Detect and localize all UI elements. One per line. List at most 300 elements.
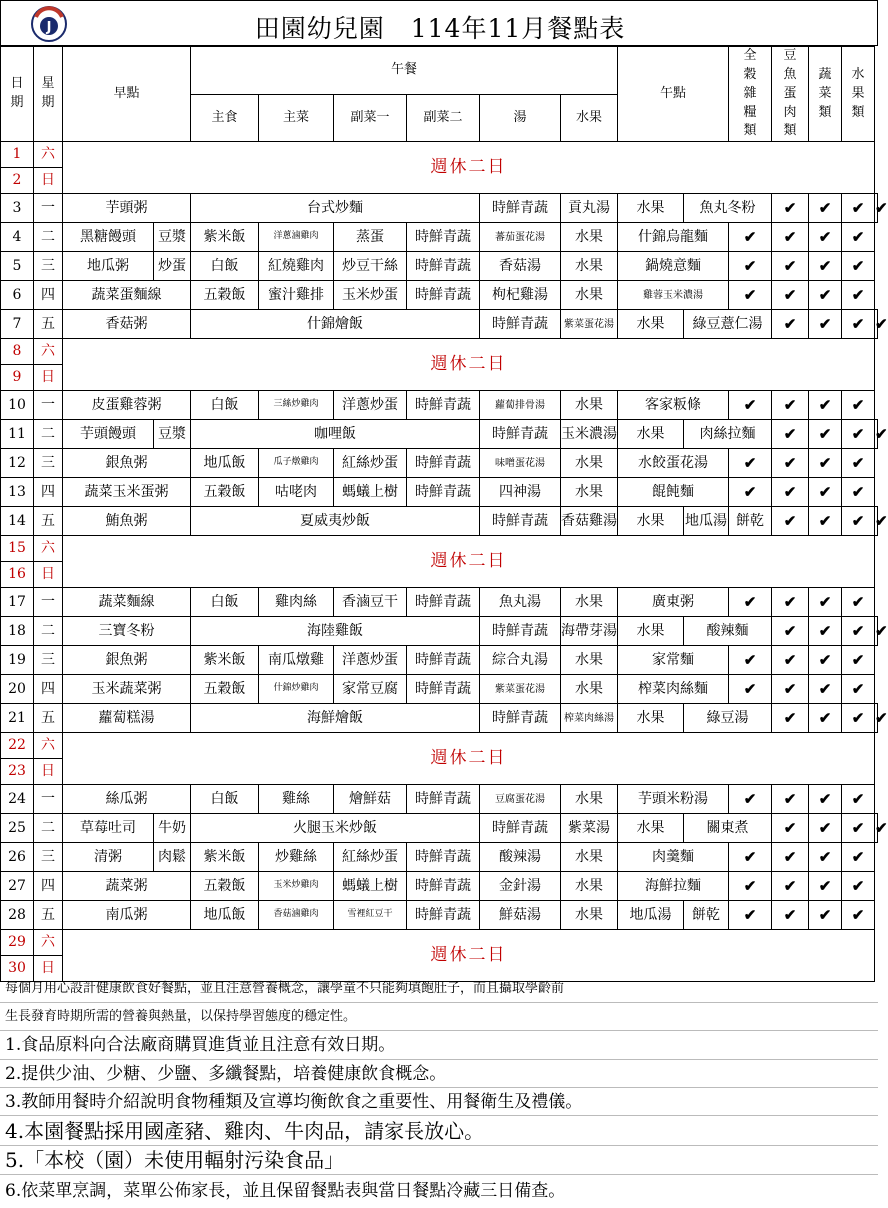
lunch-combined-cell: 海鮮燴飯 [191,704,480,733]
date-cell: 9 [1,365,34,391]
header-date: 日 期 [1,47,34,142]
weekday-cell: 二 [34,420,63,449]
side-dish-2-cell: 時鮮青蔬 [480,420,561,449]
weekday-cell: 四 [34,478,63,507]
main-dish-cell: 紅燒雞肉 [259,252,334,281]
date-cell: 19 [1,646,34,675]
breakfast-cell: 絲瓜粥 [63,785,191,814]
snack-cell: 餛飩麵 [618,478,729,507]
main-dish-cell: 雞肉絲 [259,588,334,617]
side-dish-1-cell: 雪裡紅豆干 [334,901,407,930]
header-side-dish-1: 副菜一 [334,94,407,142]
side-dish-1-cell: 香滷豆干 [334,588,407,617]
side-dish-2-cell: 時鮮青蔬 [407,449,480,478]
main-dish-cell: 咕咾肉 [259,478,334,507]
staple-cell: 五穀飯 [191,478,259,507]
check-mark: ✔ [842,194,875,223]
date-cell: 29 [1,930,34,956]
check-mark: ✔ [772,646,809,675]
weekday-cell: 一 [34,194,63,223]
fruit-cell: 水果 [618,704,684,733]
table-row [1,617,878,646]
header-breakfast: 早點 [63,47,191,142]
soup-cell: 榨菜肉絲湯 [561,704,618,733]
breakfast-cell: 銀魚粥 [63,646,191,675]
fruit-cell: 水果 [561,872,618,901]
date-cell: 27 [1,872,34,901]
staple-cell: 紫米飯 [191,646,259,675]
note-4: 4.本園餐點採用國產豬、雞肉、牛肉品，請家長放心。 [0,1116,878,1146]
weekday-cell: 一 [34,588,63,617]
breakfast-drink-cell: 豆漿 [154,420,191,449]
breakfast-cell: 鮪魚粥 [63,507,191,536]
fruit-cell: 水果 [561,588,618,617]
check-mark: ✔ [772,420,809,449]
check-mark: ✔ [842,391,875,420]
breakfast-drink-cell: 炒蛋 [154,252,191,281]
check-mark: ✔ [809,675,842,704]
weekend-row [1,733,878,759]
breakfast-cell: 皮蛋雞蓉粥 [63,391,191,420]
soup-cell: 味噌蛋花湯 [480,449,561,478]
side-dish-2-cell: 時鮮青蔬 [407,252,480,281]
weekday-cell: 四 [34,675,63,704]
weekday-cell: 二 [34,617,63,646]
check-mark: ✔ [809,449,842,478]
check-mark: ✔ [772,901,809,930]
date-cell: 16 [1,562,34,588]
check-mark: ✔ [809,223,842,252]
fruit-cell: 水果 [561,391,618,420]
date-cell: 24 [1,785,34,814]
check-mark: ✔ [772,814,809,843]
note-intro-1: 每個月用心設計健康飲食好餐點，並且注意營養概念，讓學童不只能夠填飽肚子，而且攝取學齡前 [0,974,878,1003]
meal-table-body [1,142,888,982]
side-dish-2-cell: 時鮮青蔬 [407,281,480,310]
weekday-cell: 日 [34,759,63,785]
table-row [1,843,878,872]
main-dish-cell: 什錦炒雞肉 [259,675,334,704]
weekday-cell: 三 [34,449,63,478]
check-mark: ✔ [842,420,875,449]
breakfast-cell: 玉米蔬菜粥 [63,675,191,704]
side-dish-2-cell: 時鮮青蔬 [480,814,561,843]
staple-cell: 地瓜飯 [191,449,259,478]
soup-cell: 鮮菇湯 [480,901,561,930]
check-mark: ✔ [809,617,842,646]
staple-cell: 白飯 [191,252,259,281]
check-mark: ✔ [729,675,772,704]
check-mark: ✔ [772,588,809,617]
weekday-cell: 六 [34,536,63,562]
fruit-cell: 水果 [618,507,684,536]
check-mark: ✔ [772,675,809,704]
staple-cell: 白飯 [191,391,259,420]
date-cell: 4 [1,223,34,252]
side-dish-1-cell: 螞蟻上樹 [334,478,407,507]
date-cell: 25 [1,814,34,843]
check-mark: ✔ [842,901,875,930]
breakfast-drink-cell: 肉鬆 [154,843,191,872]
breakfast-cell: 芋頭粥 [63,194,191,223]
fruit-cell: 水果 [618,617,684,646]
breakfast-cell: 蔬菜粥 [63,872,191,901]
weekday-cell: 三 [34,843,63,872]
check-mark: ✔ [842,478,875,507]
table-row [1,646,878,675]
weekday-cell: 五 [34,901,63,930]
check-mark: ✔ [809,588,842,617]
check-mark: ✔ [729,872,772,901]
snack-cell: 廣東粥 [618,588,729,617]
side-dish-1-cell: 玉米炒蛋 [334,281,407,310]
weekday-cell: 六 [34,930,63,956]
header-weekday: 星 期 [34,47,63,142]
fruit-cell: 水果 [561,252,618,281]
weekend-label: 週休二日 [63,339,875,391]
staple-cell: 紫米飯 [191,223,259,252]
weekend-label: 週休二日 [63,930,875,982]
side-dish-2-cell: 時鮮青蔬 [407,901,480,930]
table-row [1,310,878,339]
main-dish-cell: 雞絲 [259,785,334,814]
main-dish-cell: 洋蔥滷雞肉 [259,223,334,252]
check-mark: ✔ [842,310,875,339]
lunch-combined-cell: 咖哩飯 [191,420,480,449]
date-cell: 20 [1,675,34,704]
check-mark: ✔ [842,646,875,675]
weekend-label: 週休二日 [63,142,875,194]
table-row [1,507,878,536]
check-mark: ✔ [875,420,878,449]
soup-cell: 酸辣湯 [480,843,561,872]
header-snack: 午點 [618,47,729,142]
side-dish-1-cell: 洋蔥炒蛋 [334,391,407,420]
breakfast-cell: 黑糖饅頭 [63,223,154,252]
soup-cell: 綜合丸湯 [480,646,561,675]
date-cell: 6 [1,281,34,310]
check-mark: ✔ [809,704,842,733]
check-mark: ✔ [772,223,809,252]
check-mark: ✔ [772,704,809,733]
weekday-cell: 一 [34,785,63,814]
breakfast-cell: 芋頭饅頭 [63,420,154,449]
fruit-cell: 水果 [561,646,618,675]
staple-cell: 五穀飯 [191,675,259,704]
date-cell: 13 [1,478,34,507]
table-row [1,420,878,449]
fruit-cell: 水果 [618,420,684,449]
date-cell: 23 [1,759,34,785]
fruit-cell: 水果 [618,194,684,223]
table-row [1,281,878,310]
date-cell: 2 [1,168,34,194]
header-soup: 湯 [480,94,561,142]
check-mark: ✔ [809,814,842,843]
date-cell: 8 [1,339,34,365]
check-mark: ✔ [842,617,875,646]
weekday-cell: 日 [34,956,63,982]
note-2: 2.提供少油、少糖、少鹽、多纖餐點，培養健康飲食概念。 [0,1060,878,1088]
staple-cell: 地瓜飯 [191,901,259,930]
table-row [1,901,878,930]
weekday-cell: 日 [34,365,63,391]
check-mark: ✔ [875,310,878,339]
weekday-cell: 日 [34,562,63,588]
table-row [1,194,878,223]
check-mark: ✔ [842,507,875,536]
check-mark: ✔ [772,785,809,814]
side-dish-1-cell: 燴鮮菇 [334,785,407,814]
side-dish-2-cell: 時鮮青蔬 [407,588,480,617]
side-dish-2-cell: 時鮮青蔬 [407,872,480,901]
side-dish-2-cell: 時鮮青蔬 [407,391,480,420]
soup-cell: 豆腐蛋花湯 [480,785,561,814]
lunch-combined-cell: 什錦燴飯 [191,310,480,339]
check-mark: ✔ [842,223,875,252]
snack-cell: 酸辣麵 [684,617,772,646]
fruit-cell: 水果 [561,843,618,872]
soup-cell: 香菇湯 [480,252,561,281]
weekday-cell: 日 [34,168,63,194]
side-dish-2-cell: 時鮮青蔬 [407,843,480,872]
snack-cell: 綠豆湯 [684,704,772,733]
soup-cell: 蕃茄蛋花湯 [480,223,561,252]
main-dish-cell: 蜜汁雞排 [259,281,334,310]
date-cell: 3 [1,194,34,223]
snack-cell: 家常麵 [618,646,729,675]
fruit-cell: 水果 [561,223,618,252]
check-mark: ✔ [842,785,875,814]
breakfast-cell: 地瓜粥 [63,252,154,281]
weekend-label: 週休二日 [63,733,875,785]
breakfast-cell: 蔬菜蛋麵線 [63,281,191,310]
breakfast-cell: 蔬菜玉米蛋粥 [63,478,191,507]
header-side-dish-2: 副菜二 [407,94,480,142]
breakfast-cell: 蘿蔔糕湯 [63,704,191,733]
weekday-cell: 六 [34,142,63,168]
date-cell: 12 [1,449,34,478]
check-mark: ✔ [729,478,772,507]
check-mark: ✔ [729,785,772,814]
weekday-cell: 四 [34,281,63,310]
side-dish-2-cell: 時鮮青蔬 [480,617,561,646]
header-staple: 主食 [191,94,259,142]
check-mark: ✔ [772,252,809,281]
snack-extra-cell: 餅乾 [729,507,772,536]
check-mark: ✔ [809,478,842,507]
main-dish-cell: 香菇滷雞肉 [259,901,334,930]
check-mark: ✔ [772,449,809,478]
date-cell: 10 [1,391,34,420]
side-dish-2-cell: 時鮮青蔬 [480,507,561,536]
check-mark: ✔ [809,872,842,901]
date-cell: 17 [1,588,34,617]
check-mark: ✔ [842,872,875,901]
date-cell: 30 [1,956,34,982]
meal-table [0,46,888,982]
snack-cell: 關東煮 [684,814,772,843]
soup-cell: 蘿蔔排骨湯 [480,391,561,420]
check-mark: ✔ [772,310,809,339]
weekday-cell: 四 [34,872,63,901]
table-row [1,785,878,814]
soup-cell: 枸杞雞湯 [480,281,561,310]
check-mark: ✔ [729,646,772,675]
soup-cell: 四神湯 [480,478,561,507]
check-mark: ✔ [875,507,878,536]
check-mark: ✔ [729,843,772,872]
note-intro-2: 生長發育時期所需的營養與熱量，以保持學習態度的穩定性。 [0,1003,878,1031]
snack-cell: 魚丸冬粉 [684,194,772,223]
staple-cell: 五穀飯 [191,872,259,901]
soup-cell: 玉米濃湯 [561,420,618,449]
check-mark: ✔ [772,478,809,507]
snack-cell: 地瓜湯 [618,901,684,930]
check-mark: ✔ [729,252,772,281]
soup-cell: 香菇雞湯 [561,507,618,536]
check-mark: ✔ [772,507,809,536]
header-group-protein: 豆 魚 蛋 肉 類 [772,47,809,142]
check-mark: ✔ [809,785,842,814]
snack-cell: 客家粄條 [618,391,729,420]
weekend-row [1,142,878,168]
fruit-cell: 水果 [561,478,618,507]
date-cell: 22 [1,733,34,759]
check-mark: ✔ [875,617,878,646]
staple-cell: 紫米飯 [191,843,259,872]
lunch-combined-cell: 台式炒麵 [191,194,480,223]
weekend-row [1,536,878,562]
note-3: 3.教師用餐時介紹說明食物種類及宣導均衡飲食之重要性、用餐衛生及禮儀。 [0,1088,878,1116]
check-mark: ✔ [772,391,809,420]
breakfast-cell: 草莓吐司 [63,814,154,843]
lunch-combined-cell: 火腿玉米炒飯 [191,814,480,843]
check-mark: ✔ [772,617,809,646]
weekend-label: 週休二日 [63,536,875,588]
weekday-cell: 一 [34,391,63,420]
breakfast-cell: 蔬菜麵線 [63,588,191,617]
check-mark: ✔ [842,252,875,281]
header-group-fruit: 水 果 類 [842,47,875,142]
weekday-cell: 六 [34,339,63,365]
snack-cell: 什錦烏龍麵 [618,223,729,252]
date-cell: 28 [1,901,34,930]
header-group-vegetables: 蔬 菜 類 [809,47,842,142]
check-mark: ✔ [875,194,878,223]
note-1: 1.食品原料向合法廠商購買進貨並且注意有效日期。 [0,1031,878,1060]
side-dish-2-cell: 時鮮青蔬 [480,194,561,223]
soup-cell: 紫菜湯 [561,814,618,843]
snack-cell: 海鮮拉麵 [618,872,729,901]
date-cell: 1 [1,142,34,168]
staple-cell: 白飯 [191,785,259,814]
check-mark: ✔ [809,507,842,536]
note-6: 6.依菜單烹調，菜單公佈家長，並且保留餐點表與當日餐點冷藏三日備查。 [5,1181,566,1201]
weekday-cell: 五 [34,704,63,733]
table-row [1,391,878,420]
date-cell: 11 [1,420,34,449]
side-dish-1-cell: 家常豆腐 [334,675,407,704]
side-dish-1-cell: 蒸蛋 [334,223,407,252]
check-mark: ✔ [809,646,842,675]
breakfast-cell: 香菇粥 [63,310,191,339]
header-lunch: 午餐 [191,47,618,95]
staple-cell: 白飯 [191,588,259,617]
side-dish-1-cell: 炒豆干絲 [334,252,407,281]
side-dish-2-cell: 時鮮青蔬 [480,704,561,733]
table-row [1,449,878,478]
main-dish-cell: 炒雞絲 [259,843,334,872]
weekday-cell: 三 [34,646,63,675]
main-dish-cell: 玉米炒雞肉 [259,872,334,901]
breakfast-cell: 銀魚粥 [63,449,191,478]
breakfast-cell: 清粥 [63,843,154,872]
breakfast-drink-cell: 豆漿 [154,223,191,252]
check-mark: ✔ [809,310,842,339]
check-mark: ✔ [729,281,772,310]
side-dish-1-cell: 螞蟻上樹 [334,872,407,901]
fruit-cell: 水果 [561,675,618,704]
breakfast-drink-cell: 牛奶 [154,814,191,843]
fruit-cell: 水果 [561,785,618,814]
check-mark: ✔ [875,814,878,843]
breakfast-cell: 南瓜粥 [63,901,191,930]
weekday-cell: 六 [34,733,63,759]
main-dish-cell: 南瓜燉雞 [259,646,334,675]
date-cell: 14 [1,507,34,536]
table-row [1,814,878,843]
soup-cell: 紫菜蛋花湯 [480,675,561,704]
weekend-row [1,930,878,956]
note-5: 5.「本校（園）未使用輻射污染食品」 [0,1146,878,1175]
check-mark: ✔ [842,814,875,843]
fruit-cell: 水果 [561,281,618,310]
check-mark: ✔ [772,194,809,223]
weekend-row [1,339,878,365]
date-cell: 26 [1,843,34,872]
table-row [1,872,878,901]
table-row [1,252,878,281]
staple-cell: 五穀飯 [191,281,259,310]
snack-cell: 芋頭米粉湯 [618,785,729,814]
check-mark: ✔ [729,901,772,930]
snack-cell: 水餃蛋花湯 [618,449,729,478]
fruit-cell: 水果 [561,901,618,930]
date-cell: 7 [1,310,34,339]
fruit-cell: 水果 [561,449,618,478]
snack-cell: 肉羹麵 [618,843,729,872]
check-mark: ✔ [809,420,842,449]
check-mark: ✔ [809,281,842,310]
soup-cell: 紫菜蛋花湯 [561,310,618,339]
check-mark: ✔ [809,843,842,872]
lunch-combined-cell: 海陸雞飯 [191,617,480,646]
soup-cell: 貢丸湯 [561,194,618,223]
date-cell: 15 [1,536,34,562]
snack-cell: 地瓜湯 [684,507,729,536]
check-mark: ✔ [772,843,809,872]
weekday-cell: 五 [34,507,63,536]
snack-cell: 肉絲拉麵 [684,420,772,449]
date-cell: 18 [1,617,34,646]
check-mark: ✔ [729,223,772,252]
date-cell: 5 [1,252,34,281]
breakfast-cell: 三寶冬粉 [63,617,191,646]
check-mark: ✔ [729,588,772,617]
side-dish-2-cell: 時鮮青蔬 [407,785,480,814]
check-mark: ✔ [729,391,772,420]
